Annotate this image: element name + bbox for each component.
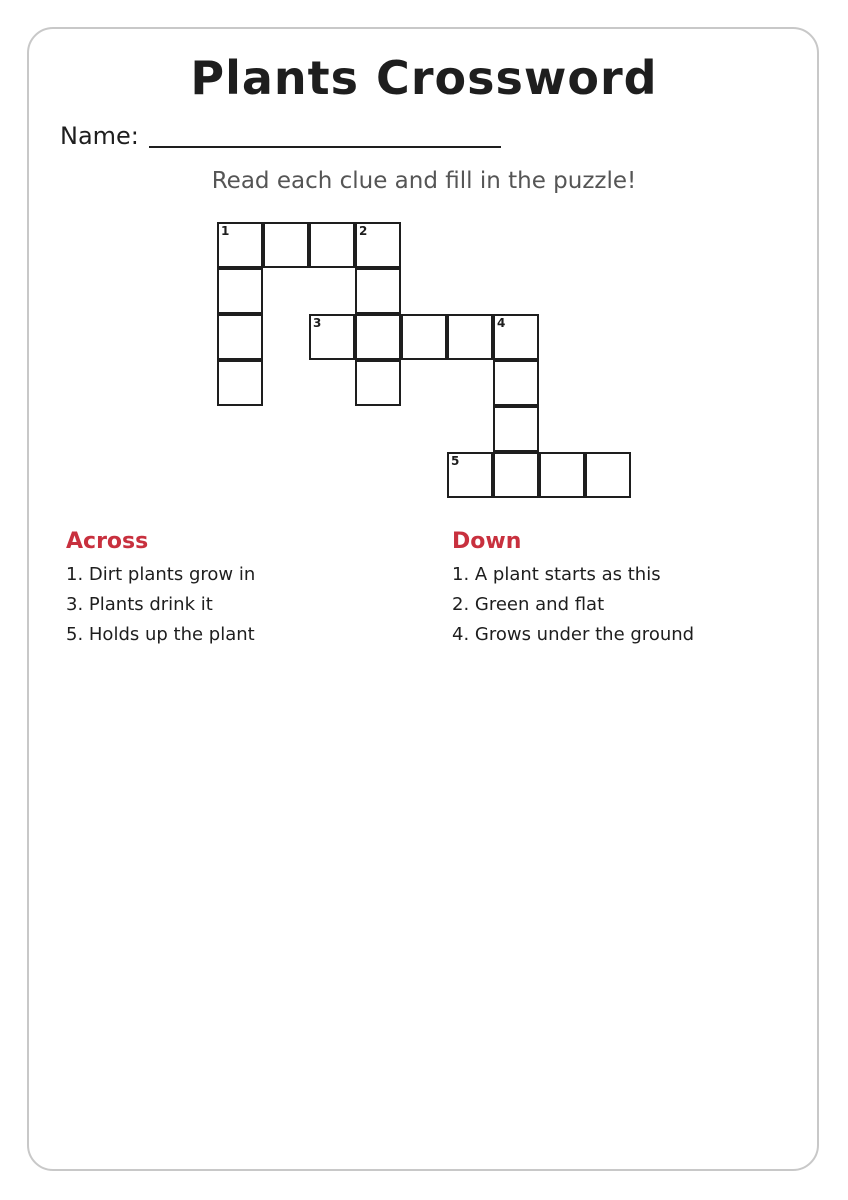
across-heading: Across <box>66 529 149 554</box>
crossword-cell[interactable] <box>217 360 263 406</box>
crossword-cell[interactable] <box>355 314 401 360</box>
name-line <box>149 146 501 148</box>
crossword-cell[interactable] <box>447 314 493 360</box>
crossword-cell[interactable] <box>309 314 355 360</box>
crossword-cell[interactable] <box>493 360 539 406</box>
crossword-cell[interactable] <box>355 360 401 406</box>
name-row <box>60 118 501 152</box>
across-clue-list <box>66 560 426 650</box>
crossword-cell[interactable] <box>493 452 539 498</box>
clue-number: 4 <box>497 316 506 330</box>
clue-number: 5 <box>451 454 460 468</box>
crossword-cell[interactable] <box>309 222 355 268</box>
crossword-cell[interactable] <box>355 268 401 314</box>
down-clue-4: 4. Grows under the ground <box>452 624 695 645</box>
down-clue-1: 1. A plant starts as this <box>452 564 661 585</box>
crossword-cell[interactable] <box>263 222 309 268</box>
crossword-cell[interactable] <box>217 314 263 360</box>
across-clue-3: 3. Plants drink it <box>66 594 213 615</box>
crossword-cell[interactable] <box>217 222 263 268</box>
clue-number: 2 <box>359 224 368 238</box>
across-clues <box>66 526 426 650</box>
crossword-cell[interactable] <box>447 452 493 498</box>
crossword-cell[interactable] <box>217 268 263 314</box>
clue-number: 3 <box>313 316 322 330</box>
instructions: Read each clue and fill in the puzzle! <box>211 168 637 194</box>
name-label: Name: <box>60 122 139 150</box>
crossword-cell[interactable] <box>493 314 539 360</box>
worksheet-title: Plants Crossword <box>190 51 658 105</box>
across-clue-1: 1. Dirt plants grow in <box>66 564 256 585</box>
crossword-cell[interactable] <box>493 406 539 452</box>
down-clue-list <box>452 560 812 650</box>
crossword-cell[interactable] <box>539 452 585 498</box>
down-heading: Down <box>452 529 522 554</box>
across-clue-5: 5. Holds up the plant <box>66 624 255 645</box>
down-clues <box>452 526 812 650</box>
down-clue-2: 2. Green and flat <box>452 594 605 615</box>
crossword-cell[interactable] <box>585 452 631 498</box>
crossword-grid <box>217 222 633 500</box>
clue-number: 1 <box>221 224 230 238</box>
crossword-cell[interactable] <box>355 222 401 268</box>
crossword-cell[interactable] <box>401 314 447 360</box>
